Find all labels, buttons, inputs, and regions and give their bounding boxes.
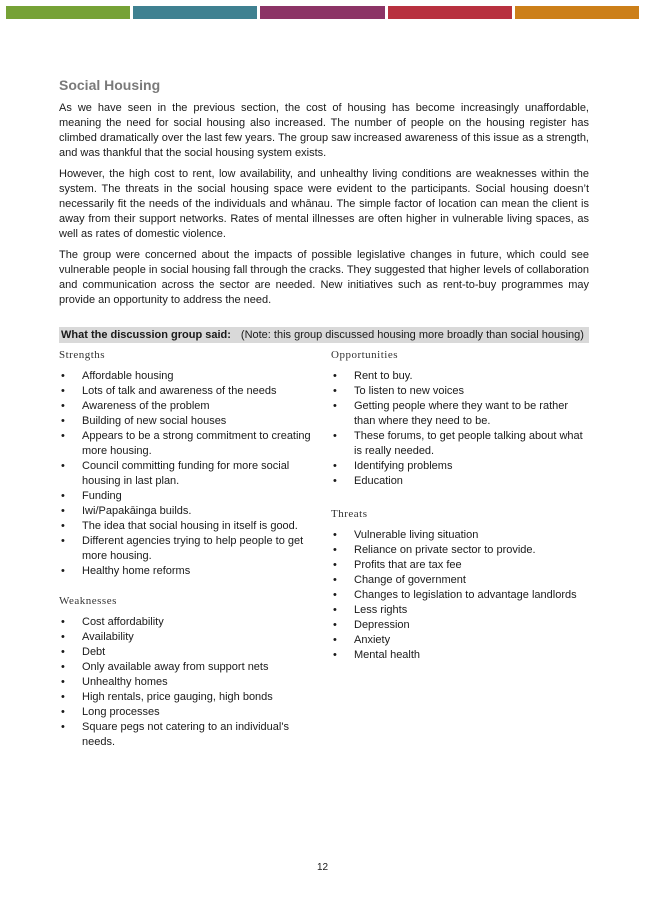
threats-heading: Threats <box>331 508 368 520</box>
threats-item: • Less rights <box>331 603 589 618</box>
opportunities-item: • Identifying problems <box>331 459 589 474</box>
strengths-item: • Iwi/Papakāinga builds. <box>59 504 317 519</box>
threats-item: • Depression <box>331 618 589 633</box>
strengths-item: • Funding <box>59 489 317 504</box>
paragraph-2: However, the high cost to rent, low availability, and unhealthy living conditions are weaknesses within the system. The threats in the social housing space were evident to the participants. Social housing doesn’t necessarily fit the needs of the individuals and whānau. The simple factor of location can mean the client is away from their support networks. Rates of mental illnesses are often higher in vulnerable living spaces, as well as rates of domestic violence. <box>59 168 589 240</box>
color-bar-segment-plum <box>260 6 384 19</box>
left-column <box>59 349 317 750</box>
weaknesses-item: • Cost affordability <box>59 615 317 630</box>
weaknesses-item: • Availability <box>59 630 317 645</box>
color-bar-segment-green <box>6 6 130 19</box>
strengths-item: • Lots of talk and awareness of the needs <box>59 384 317 399</box>
page-number: 12 <box>316 862 329 873</box>
strengths-item: • The idea that social housing in itself is good. <box>59 519 317 534</box>
color-bar-segment-orange <box>515 6 639 19</box>
weaknesses-item: • High rentals, price gauging, high bonds <box>59 690 317 705</box>
strengths-item: • Healthy home reforms <box>59 564 317 579</box>
weaknesses-item: • Square pegs not catering to an individual's needs. <box>59 720 317 750</box>
strengths-item: • Council committing funding for more social housing in last plan. <box>59 459 317 489</box>
paragraph-3: The group were concerned about the impacts of possible legislative changes in future, which could see vulnerable people in social housing fall through the cracks. They suggested that higher levels of collaboration and communication across the sector are needed. New initiatives such as rent-to-buy programmes may provide an opportunity to address the need. <box>59 249 589 306</box>
weaknesses-item: • Long processes <box>59 705 317 720</box>
opportunities-item: • Getting people where they want to be rather than where they need to be. <box>331 399 589 429</box>
strengths-heading: Strengths <box>59 349 106 361</box>
threats-item: • Changes to legislation to advantage landlords <box>331 588 589 603</box>
strengths-item: • Appears to be a strong commitment to creating more housing. <box>59 429 317 459</box>
discussion-label: What the discussion group said: <box>61 329 231 341</box>
color-bar-segment-red <box>388 6 512 19</box>
color-bar-segment-teal <box>133 6 257 19</box>
weaknesses-list <box>59 615 317 750</box>
threats-item: • Change of government <box>331 573 589 588</box>
threats-item: • Anxiety <box>331 633 589 648</box>
opportunities-item: • These forums, to get people talking about what is really needed. <box>331 429 589 459</box>
opportunities-list <box>331 369 589 489</box>
opportunities-item: • Rent to buy. <box>331 369 589 384</box>
section-title: Social Housing <box>59 77 161 93</box>
section-social-housing <box>59 77 589 314</box>
paragraph-1: As we have seen in the previous section, the cost of housing has become increasingly unaffordable, meaning the need for social housing also increased. The number of people on the housing register has climbed dramatically over the last few years. The group saw increased awareness of this issue as a strength, and was thankful that the social housing system exists. <box>59 102 589 159</box>
opportunities-item: • To listen to new voices <box>331 384 589 399</box>
strengths-item: • Awareness of the problem <box>59 399 317 414</box>
decorative-color-bar <box>6 6 639 19</box>
threats-item: • Reliance on private sector to provide. <box>331 543 589 558</box>
opportunities-item: • Education <box>331 474 589 489</box>
opportunities-heading: Opportunities <box>331 349 398 361</box>
strengths-list <box>59 369 317 579</box>
discussion-note: (Note: this group discussed housing more broadly than social housing) <box>240 329 584 341</box>
weaknesses-heading: Weaknesses <box>59 595 117 607</box>
threats-item: • Profits that are tax fee <box>331 558 589 573</box>
weaknesses-item: • Unhealthy homes <box>59 675 317 690</box>
threats-list <box>331 528 589 663</box>
right-column <box>331 349 589 663</box>
weaknesses-item: • Debt <box>59 645 317 660</box>
threats-item: • Vulnerable living situation <box>331 528 589 543</box>
strengths-item: • Building of new social houses <box>59 414 317 429</box>
threats-item: • Mental health <box>331 648 589 663</box>
strengths-item: • Different agencies trying to help people to get more housing. <box>59 534 317 564</box>
weaknesses-item: • Only available away from support nets <box>59 660 317 675</box>
strengths-item: • Affordable housing <box>59 369 317 384</box>
discussion-group-band <box>59 327 589 343</box>
